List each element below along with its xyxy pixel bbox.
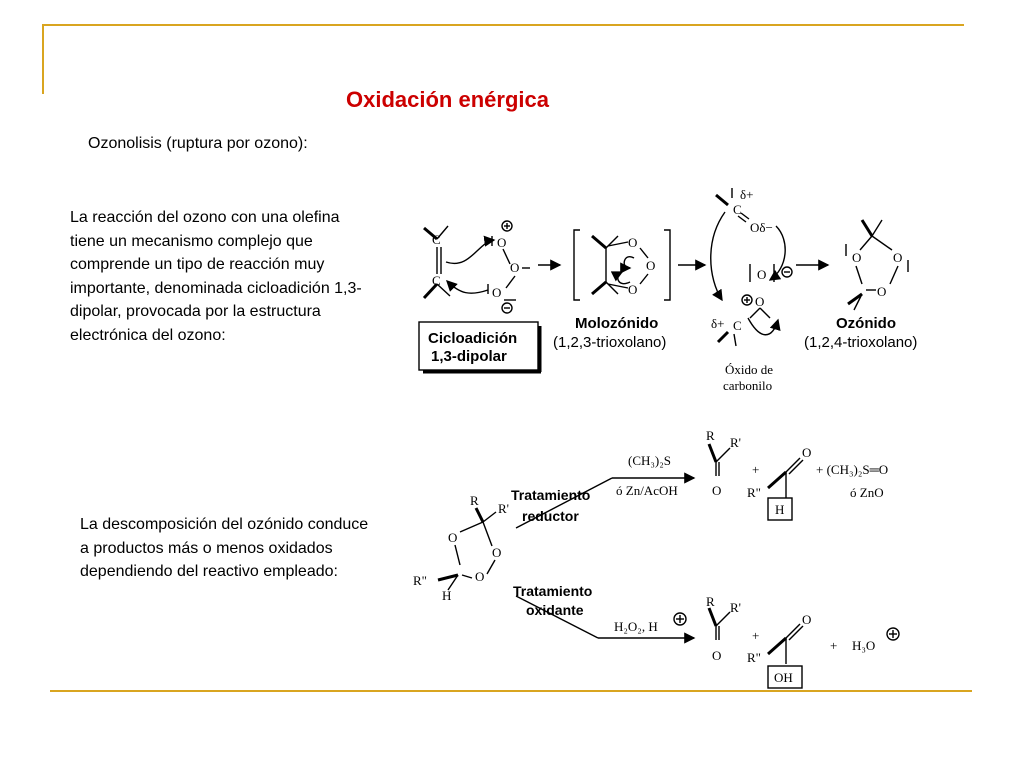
ketone-product-reductor	[709, 444, 730, 476]
ozonido-label: Ozónido	[836, 315, 896, 332]
hydronium-label: H₃O	[852, 638, 876, 653]
atom-c-label: C	[733, 202, 742, 217]
h-label: H	[442, 588, 452, 603]
plus-label: +	[752, 628, 760, 643]
reductor-byproduct: + (CH₃)₂S═O	[816, 462, 889, 477]
reductor-label-line2: reductor	[522, 508, 579, 524]
r1-label: R'	[730, 600, 742, 615]
cicloadicion-label-line2: 1,3-dipolar	[431, 348, 507, 365]
curved-arrow-icon	[711, 212, 725, 300]
oh-box-label: OH	[774, 670, 793, 685]
curved-arrow-icon	[748, 318, 778, 335]
reductor-label-line1: Tratamiento	[511, 487, 591, 503]
curved-arrow-icon	[624, 257, 634, 268]
atom-o-label: O	[628, 282, 638, 297]
slide-subtitle: Ozonolisis (ruptura por ozono):	[88, 135, 308, 152]
oxidante-label-line2: oxidante	[526, 602, 584, 618]
oxido-label-line1: Óxido de	[725, 362, 774, 377]
decomposition-paragraph: La descomposición del ozónido conduce a productos más o menos oxidados dependiendo del reactivo empleado:	[80, 516, 369, 580]
atom-o-label: O	[877, 284, 887, 299]
r1-label: R'	[730, 435, 742, 450]
ozonide-reactant-structure	[438, 508, 496, 590]
atom-o-label: O	[802, 445, 812, 460]
atom-c-label: C	[432, 232, 441, 247]
atom-o-label: O	[802, 612, 812, 627]
plus-label: +	[752, 462, 760, 477]
atom-o-label: O	[492, 285, 502, 300]
atom-o-label: O	[757, 267, 767, 282]
oxidante-reagent: H₂O₂, H	[614, 619, 658, 634]
aldehyde-product-reductor	[768, 458, 803, 520]
atom-o-label: O	[893, 250, 903, 265]
atom-o-label: O	[755, 294, 765, 309]
r-label: R	[470, 493, 479, 508]
r-label: R	[706, 428, 715, 443]
reductor-reagent-line1: (CH₃)₂S	[628, 453, 672, 468]
atom-o-label: O	[712, 648, 722, 663]
delta-plus-label: δ+	[740, 187, 754, 202]
o-delta-minus-label: Oδ−	[750, 220, 773, 235]
reductor-byproduct-alt: ó ZnO	[850, 485, 884, 500]
ozonido-sublabel: (1,2,4-trioxolano)	[804, 334, 918, 351]
ketone-product-oxidante	[709, 608, 730, 640]
molozonido-sublabel: (1,2,3-trioxolano)	[553, 334, 667, 351]
atom-o-label: O	[628, 235, 638, 250]
atom-c-label: C	[432, 273, 441, 288]
atom-o-label: O	[712, 483, 722, 498]
oxido-label-line2: carbonilo	[723, 378, 773, 393]
atom-o-label: O	[497, 235, 507, 250]
molozonido-label: Molozónido	[575, 315, 659, 332]
curved-arrow-icon	[447, 281, 488, 293]
atom-o-label: O	[492, 545, 502, 560]
r2-label: R"	[747, 485, 761, 500]
atom-o-label: O	[475, 569, 485, 584]
mechanism-paragraph: La reacción del ozono con una olefina tiene un mecanismo complejo que comprende un tipo de reacción muy importante, denominada cicloadición 1,3-dipolar, provocada por la estructura electrónica del ozono:	[70, 209, 362, 344]
h-box-label: H	[775, 502, 785, 517]
slide-title: Oxidación enérgica	[346, 87, 549, 112]
r2-label: R"	[413, 573, 427, 588]
oxidante-label-line1: Tratamiento	[513, 583, 593, 599]
atom-o-label: O	[646, 258, 656, 273]
r2-label: R"	[747, 650, 761, 665]
r1-label: R'	[498, 501, 510, 516]
r-label: R	[706, 594, 715, 609]
reductor-reagent-line2: ó Zn/AcOH	[616, 483, 678, 498]
cicloadicion-label-line1: Cicloadición	[428, 330, 518, 347]
curved-arrow-icon	[446, 240, 494, 263]
atom-o-label: O	[448, 530, 458, 545]
molozonide-structure	[574, 230, 670, 300]
atom-o-label: O	[510, 260, 520, 275]
plus-label: +	[830, 638, 838, 653]
atom-o-label: O	[852, 250, 862, 265]
atom-c-label: C	[733, 318, 742, 333]
delta-plus-label: δ+	[711, 316, 725, 331]
